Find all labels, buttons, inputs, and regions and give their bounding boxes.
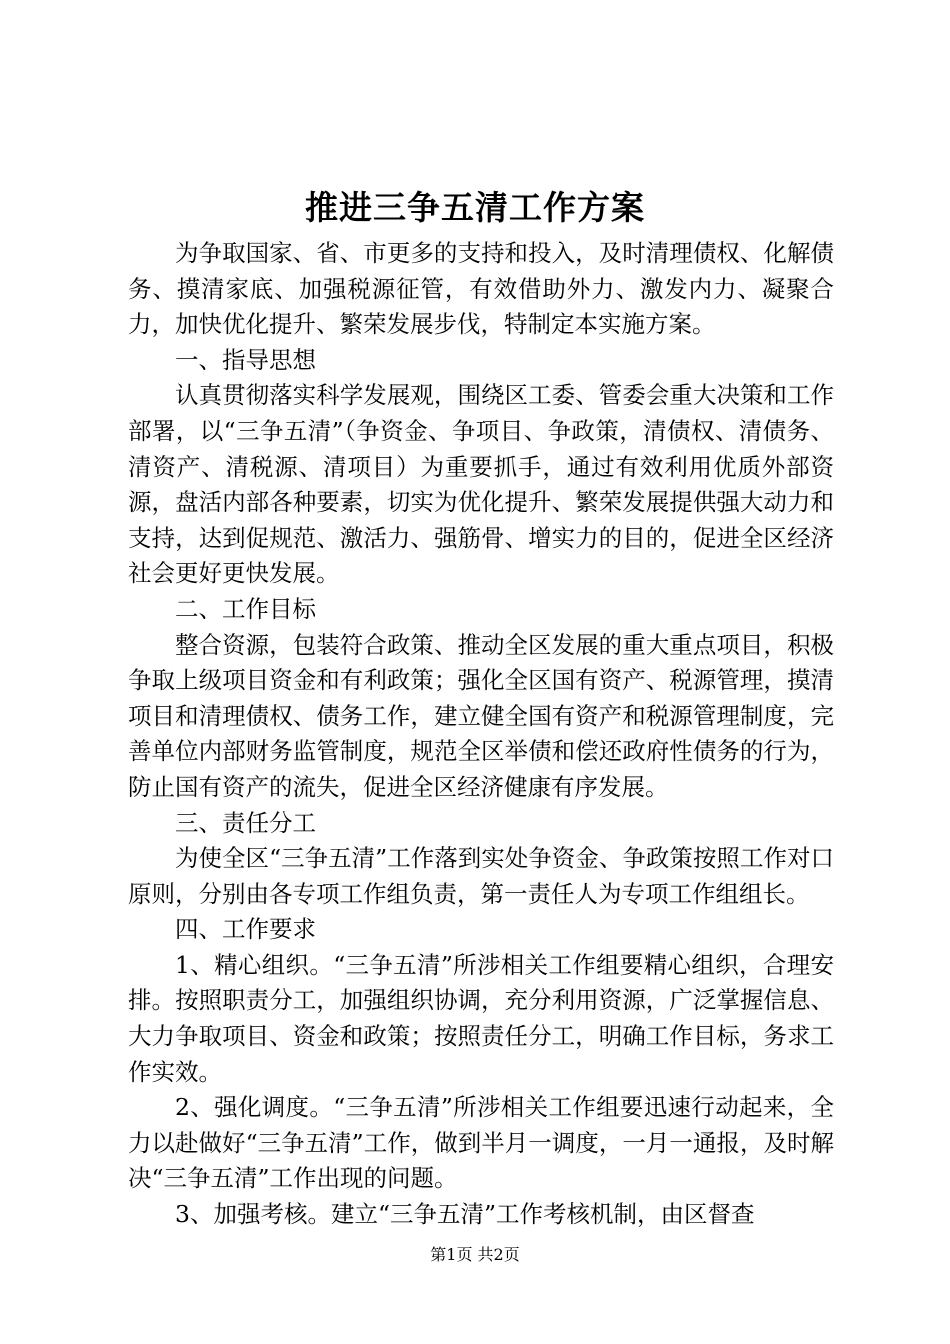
section-heading-guiding-ideology: 一、指导思想 — [175, 345, 316, 374]
guiding-ideology-paragraph: 认真贯彻落实科学发展观，围绕区工委、管委会重大决策和工作部署，以“三争五清”（争资金、争项目、争政策，清债权、清债务、清资产、清税源、清项目）为重要抓手，通过有效利用优质外部资源，盘活内部各种要素，切实为优化提升、繁荣发展提供强大动力和支持，达到促规范、激活力、强筋骨、增实力的目的，促进全区经济社会更好更快发展。 — [128, 381, 834, 588]
document-body — [128, 236, 834, 1233]
section-heading-work-requirements: 四、工作要求 — [175, 915, 316, 944]
requirement-item-2: 2、强化调度。“三争五清”所涉相关工作组要迅速行动起来，全力以赴做好“三争五清”工作，做到半月一调度，一月一通报，及时解决“三争五清”工作出现的问题。 — [128, 1093, 834, 1193]
page-footer: 第1页 共2页 — [430, 1245, 520, 1264]
requirement-item-3: 3、加强考核。建立“三争五清”工作考核机制，由区督查 — [175, 1200, 755, 1229]
intro-paragraph: 为争取国家、省、市更多的支持和投入，及时清理债权、化解债务、摸清家底、加强税源征管，有效借助外力、激发内力、凝聚合力，加快优化提升、繁荣发展步伐，特制定本实施方案。 — [128, 239, 834, 339]
requirement-item-1: 1、精心组织。“三争五清”所涉相关工作组要精心组织，合理安排。按照职责分工，加强组织协调，充分利用资源，广泛掌握信息、大力争取项目、资金和政策；按照责任分工，明确工作目标，务求工作实效。 — [128, 950, 834, 1086]
responsibility-paragraph: 为使全区“三争五清”工作落到实处争资金、争政策按照工作对口原则，分别由各专项工作组负责，第一责任人为专项工作组组长。 — [128, 844, 834, 908]
document-title: 推进三争五清工作方案 — [305, 188, 645, 227]
section-heading-work-goals: 二、工作目标 — [175, 594, 316, 623]
section-heading-responsibility: 三、责任分工 — [175, 808, 316, 837]
work-goals-paragraph: 整合资源，包装符合政策、推动全区发展的重大重点项目，积极争取上级项目资金和有利政策；强化全区国有资产、税源管理，摸清项目和清理债权、债务工作，建立健全国有资产和税源管理制度，完善单位内部财务监管制度，规范全区举债和偿还政府性债务的行为，防止国有资产的流失，促进全区经济健康有序发展。 — [128, 630, 834, 801]
